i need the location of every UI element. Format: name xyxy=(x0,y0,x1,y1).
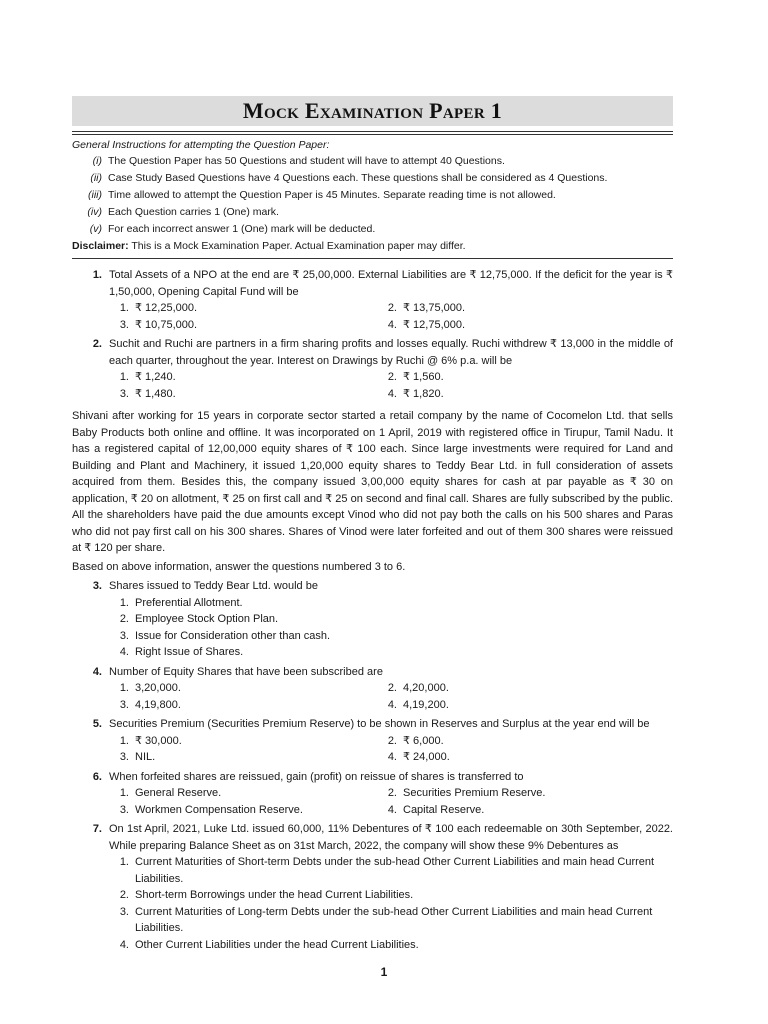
question-1-options xyxy=(72,300,673,333)
question-number: 2. xyxy=(92,338,102,350)
option xyxy=(109,785,377,802)
option-number: 4. xyxy=(387,803,397,816)
option-text: ₹ 1,820. xyxy=(403,387,444,400)
instruction-number: (v) xyxy=(89,223,102,235)
option-text: ₹ 10,75,000. xyxy=(135,318,198,331)
question-3 xyxy=(72,578,673,595)
option xyxy=(377,785,673,802)
option-number: 2. xyxy=(387,682,397,694)
option-text: Right Issue of Shares. xyxy=(135,646,244,658)
question-text: When forfeited shares are reissued, gain (profit) on reissue of shares is transferred to xyxy=(109,770,524,783)
option-number: 2. xyxy=(387,787,397,799)
question-6-options xyxy=(72,785,673,818)
option xyxy=(109,887,673,904)
option xyxy=(109,628,673,645)
option xyxy=(109,733,377,750)
option xyxy=(377,369,673,386)
option xyxy=(377,300,673,317)
disclaimer-label: Disclaimer: xyxy=(72,240,129,252)
option xyxy=(377,733,673,750)
instruction-item xyxy=(72,153,673,170)
question-number: 3. xyxy=(92,580,102,592)
instruction-item xyxy=(72,170,673,187)
option-text: Issue for Consideration other than cash. xyxy=(135,629,331,642)
question-4-options xyxy=(72,680,673,713)
instruction-text: For each incorrect answer 1 (One) mark will be deducted. xyxy=(108,223,376,235)
case-study-paragraph: Shivani after working for 15 years in corporate sector started a retail company by the name of Cocomelon Ltd. that sells Baby Products both online and offline. It was incorporated on 1 April, 2019 with registered office in Tirupur, Tamil Nadu. It has a registered capital of 12,00,000 equity shares of ₹ 100 each. Since large investments were required for Land and Building and Plant and Machinery, it issued 1,20,000 equity shares to Teddy Bear Ltd. in full consideration of assets acquired from them. Besides this, the company issued 3,00,000 equity shares for cash at par payable as ₹ 30 on application, ₹ 20 on allotment, ₹ 25 on first call and ₹ 25 on second and final call. Shares are fully subscribed by the public. All the shareholders have paid the due amounts except Vinod who did not pay both the calls on his 500 shares and Paras who did not pay first call on his 300 shares. Shares of Vinod were later forfeited and out of them 300 shares were reissued at ₹ 120 per share. xyxy=(72,410,673,554)
option-number: 1. xyxy=(119,787,129,799)
option-number: 4. xyxy=(387,387,397,400)
option-text: ₹ 13,75,000. xyxy=(403,302,466,314)
question-2 xyxy=(72,336,673,369)
question-5 xyxy=(72,716,673,733)
option-text: Current Maturities of Short-term Debts under the sub-head Other Current Liabilities and main head Current Liabilities. xyxy=(135,856,655,885)
option-number: 4. xyxy=(387,318,397,331)
question-text: Shares issued to Teddy Bear Ltd. would be xyxy=(109,580,318,592)
instruction-text: Case Study Based Questions have 4 Questions each. These questions shall be considered as 4 Questions. xyxy=(108,172,608,184)
option-number: 3. xyxy=(119,751,129,763)
option-text: ₹ 1,560. xyxy=(403,371,444,383)
option-number: 3. xyxy=(119,905,129,918)
instruction-text: The Question Paper has 50 Questions and student will have to attempt 40 Questions. xyxy=(108,155,505,167)
option-text: Employee Stock Option Plan. xyxy=(135,613,279,625)
title-divider xyxy=(72,131,673,135)
option-text: ₹ 12,75,000. xyxy=(403,318,466,331)
question-3-options xyxy=(72,595,673,661)
option-number: 2. xyxy=(387,734,397,747)
option-number: 3. xyxy=(119,803,129,816)
option-number: 3. xyxy=(119,698,129,711)
question-4 xyxy=(72,664,673,681)
option-number: 4. xyxy=(387,751,397,763)
option-number: 1. xyxy=(119,596,129,609)
question-number: 5. xyxy=(92,718,102,730)
option-number: 4. xyxy=(387,698,397,711)
option xyxy=(109,697,377,714)
question-7-options xyxy=(72,854,673,953)
question-1 xyxy=(72,267,673,300)
title-bar xyxy=(72,96,673,126)
option xyxy=(377,680,673,697)
option-number: 3. xyxy=(119,387,129,400)
instruction-item xyxy=(72,221,673,238)
option-number: 1. xyxy=(119,302,129,314)
option xyxy=(109,802,377,819)
option xyxy=(109,749,377,766)
option-text: Current Maturities of Long-term Debts under the sub-head Other Current Liabilities and main head Current Liabilities. xyxy=(135,905,653,934)
option-number: 2. xyxy=(387,371,397,383)
option-number: 2. xyxy=(119,613,129,625)
option xyxy=(377,749,673,766)
option-text: Preferential Allotment. xyxy=(135,596,243,609)
option-text: General Reserve. xyxy=(135,787,222,799)
instruction-number: (ii) xyxy=(90,172,102,184)
question-text: On 1st April, 2021, Luke Ltd. issued 60,000, 11% Debentures of ₹ 100 each redeemable on 30th September, 2022. While preparing Balance Sheet as on 31st March, 2022, the company will show these 9% Debentures as xyxy=(109,823,673,852)
option xyxy=(109,300,377,317)
instruction-number: (i) xyxy=(92,155,102,167)
option-text: Securities Premium Reserve. xyxy=(403,787,546,799)
option-number: 1. xyxy=(119,734,129,747)
question-number: 6. xyxy=(92,770,102,783)
question-number: 7. xyxy=(92,823,102,835)
question-5-options xyxy=(72,733,673,766)
option-text: 4,20,000. xyxy=(403,682,449,694)
exam-page xyxy=(72,0,673,953)
instructions-divider xyxy=(72,258,673,259)
option-text: ₹ 30,000. xyxy=(135,734,182,747)
option-number: 4. xyxy=(119,938,129,951)
page-title: Mock Examination Paper 1 xyxy=(242,98,503,123)
question-number: 1. xyxy=(92,269,102,281)
option-text: ₹ 1,240. xyxy=(135,371,176,383)
option xyxy=(377,697,673,714)
option-text: 3,20,000. xyxy=(135,682,181,694)
option xyxy=(109,369,377,386)
option xyxy=(109,854,673,887)
instruction-item xyxy=(72,187,673,204)
question-7 xyxy=(72,821,673,854)
question-2-options xyxy=(72,369,673,402)
option xyxy=(109,317,377,334)
option-text: Workmen Compensation Reserve. xyxy=(135,803,303,816)
instruction-text: Time allowed to attempt the Question Paper is 45 Minutes. Separate reading time is not allowed. xyxy=(108,189,556,201)
instruction-number: (iv) xyxy=(87,206,102,218)
option-number: 3. xyxy=(119,318,129,331)
option-text: ₹ 12,25,000. xyxy=(135,302,198,314)
disclaimer-text: This is a Mock Examination Paper. Actual Examination paper may differ. xyxy=(128,240,466,252)
question-6 xyxy=(72,769,673,786)
option-number: 4. xyxy=(119,646,129,658)
question-number: 4. xyxy=(92,665,102,678)
option xyxy=(109,386,377,403)
option-text: NIL. xyxy=(135,751,156,763)
option xyxy=(109,680,377,697)
page-number: 1 xyxy=(380,965,388,979)
option-text: ₹ 24,000. xyxy=(403,751,450,763)
option-text: ₹ 1,480. xyxy=(135,387,176,400)
option xyxy=(109,644,673,661)
instruction-number: (iii) xyxy=(88,189,102,201)
option xyxy=(377,386,673,403)
option-text: ₹ 6,000. xyxy=(403,734,444,747)
option-text: 4,19,800. xyxy=(135,698,181,711)
option-text: 4,19,200. xyxy=(403,698,449,711)
question-text: Securities Premium (Securities Premium Reserve) to be shown in Reserves and Surplus at the year end will be xyxy=(109,718,650,730)
instructions-list xyxy=(72,153,673,238)
questions xyxy=(72,267,673,953)
instructions-heading: General Instructions for attempting the Question Paper: xyxy=(72,139,330,151)
question-text: Number of Equity Shares that have been subscribed are xyxy=(109,665,383,678)
option xyxy=(377,802,673,819)
question-text: Suchit and Ruchi are partners in a firm sharing profits and losses equally. Ruchi withdrew ₹ 13,000 in the middle of each quarter, throughout the year. Interest on Drawings by Ruchi @ 6% p.a. will be xyxy=(109,338,673,367)
option-number: 1. xyxy=(119,682,129,694)
disclaimer xyxy=(72,238,673,255)
option xyxy=(109,904,673,937)
instruction-text: Each Question carries 1 (One) mark. xyxy=(108,206,279,218)
question-text: Total Assets of a NPO at the end are ₹ 25,00,000. External Liabilities are ₹ 12,75,000. If the deficit for the year is ₹ 1,50,000, Opening Capital Fund will be xyxy=(109,269,673,298)
option-number: 2. xyxy=(387,302,397,314)
option-number: 1. xyxy=(119,856,129,868)
option-text: Short-term Borrowings under the head Current Liabilities. xyxy=(135,889,414,901)
case-study-prompt: Based on above information, answer the questions numbered 3 to 6. xyxy=(72,560,406,573)
option-text: Capital Reserve. xyxy=(403,803,485,816)
option xyxy=(109,611,673,628)
option-text: Other Current Liabilities under the head Current Liabilities. xyxy=(135,938,419,951)
option xyxy=(377,317,673,334)
option-number: 2. xyxy=(119,889,129,901)
instruction-item xyxy=(72,204,673,221)
option xyxy=(109,595,673,612)
option xyxy=(109,937,673,954)
option-number: 3. xyxy=(119,629,129,642)
option-number: 1. xyxy=(119,371,129,383)
